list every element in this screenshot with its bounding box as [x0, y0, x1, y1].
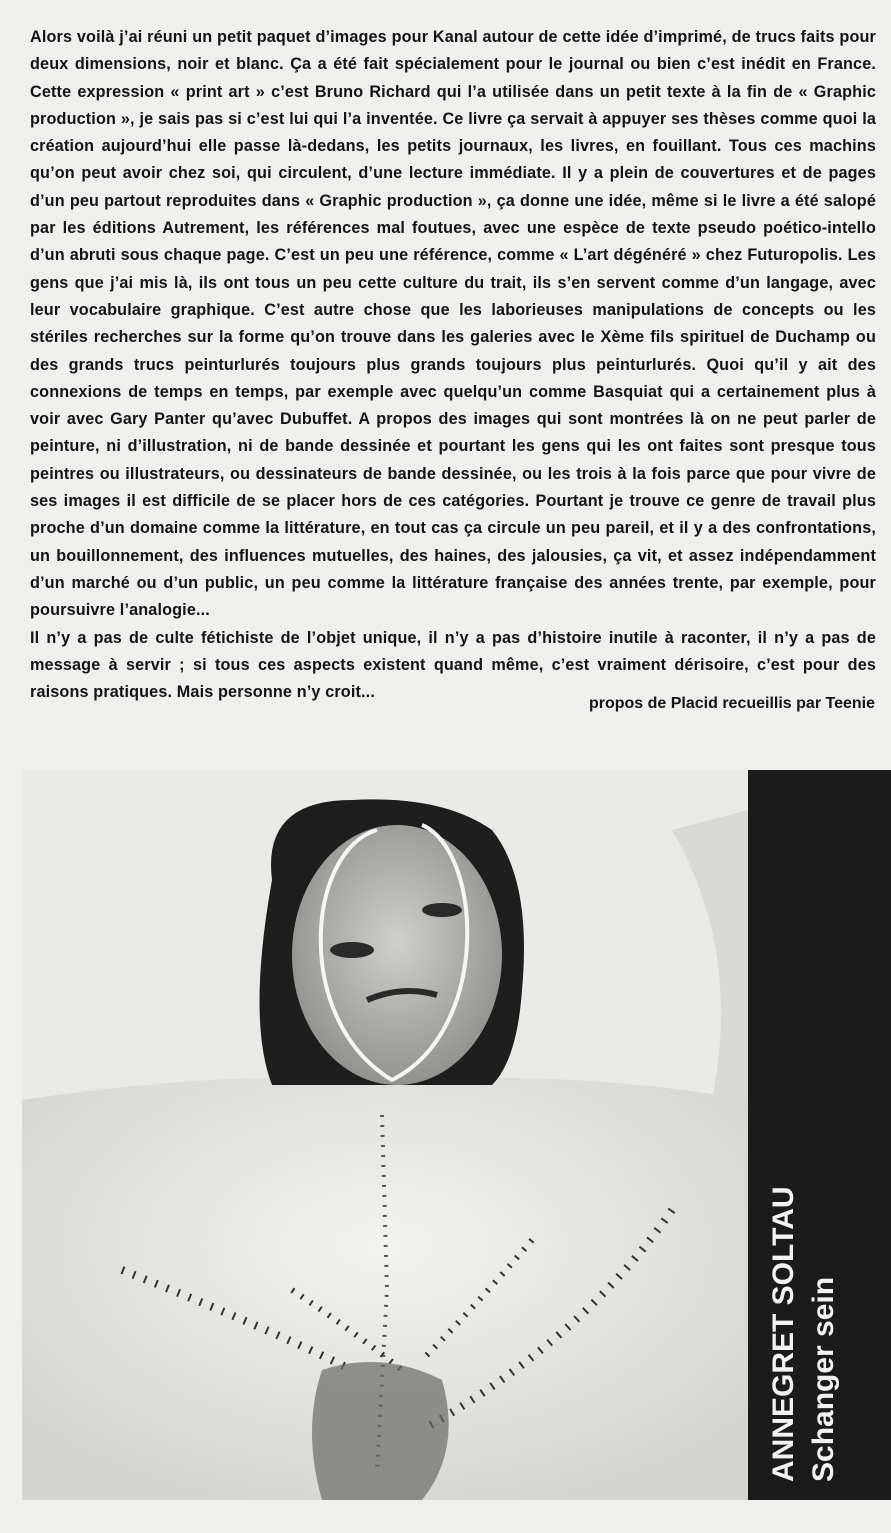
article-paragraph-1: Alors voilà j’ai réuni un petit paquet d’images pour Kanal autour de cette idée d’imprimé, de trucs faits pour deux dimensions, noir et blanc. Ça a été fait spécialement pour le journal ou bien c’est inédit en France. Cette expression « print art » c’est Bruno Richard qui l’a utilisée dans un petit texte à la fin de « Graphic production », je sais pas si c’est lui qui l’a inventée. Ce livre ça servait à appuyer ses thèses comme quoi la création aujourd’hui elle passe là-dedans, les petits journaux, les livres, en fouillant. Tous ces machins qu’on peut avoir chez soi, qui circulent, d’une lecture immédiate. Il y a plein de couvertures et de pages d’un peu partout reproduites dans « Graphic production », ça donne une idée, même si le livre a été salopé par les éditions Autrement, les références mal foutues, avec une espèce de texte pseudo poético-intello d’un abruti sous chaque page. C’est un peu une référence, comme « L’art dégénéré » chez Futuropolis. Les gens que j’ai mis là, ils ont tous un peu cette culture du trait, ils s’en servent comme d’un langage, avec leur vocabulaire graphique. C’est autre chose que les laborieuses manipulations de concepts ou les stériles recherches sur la forme qu’on trouve dans les galeries avec le Xème fils spirituel de Duchamp ou des grands trucs peinturlurés toujours plus grands toujours plus peinturlurés. Quoi qu’il y ait des connexions de temps en temps, par exemple avec quelqu’un comme Basquiat qui a certainement plus à voir avec Gary Panter qu’avec Dubuffet. A propos des images qui sont montrées là on ne peut parler de peinture, ni d’illustration, ni de bande dessinée et pourtant les gens qui les ont faites sont presque tous peintres ou illustrateurs, ou dessinateurs de bande dessinée, ou les trois à la fois parce que pour vivre de ses images il est difficile de se placer hors de ces catégories. Pourtant je trouve ce genre de travail plus proche d’un domaine comme la littérature, en tout cas ça circule un peu pareil, et il y a des confrontations, un bouillonnement, des influences mutuelles, des haines, des jalousies, ça vit, et assez indépendamment d’un marché ou d’un public, un peu comme la littérature française des années trente, par exemple, pour poursuivre l’analogie...	[30, 28, 876, 620]
artwork-caption	[748, 770, 891, 1500]
artwork-artist: ANNEGRET SOLTAU	[767, 1186, 800, 1482]
artwork-caption-sidebar	[748, 770, 891, 1500]
photo-illustration	[22, 770, 748, 1500]
article-paragraph-2: Il n’y a pas de culte fétichiste de l’objet unique, il n’y a pas d’histoire inutile à raconter, il n’y a pas de message à servir ; si tous ces aspects existent quand même, c’est vraiment dérisoire, c’est pour des raisons pratiques. Mais personne n’y croit...	[30, 628, 876, 702]
article-body	[30, 24, 876, 706]
artwork-photo	[22, 770, 748, 1500]
artwork-title: Schanger sein	[807, 1276, 840, 1482]
article-credit: propos de Placid recueillis par Teenie	[588, 695, 875, 712]
